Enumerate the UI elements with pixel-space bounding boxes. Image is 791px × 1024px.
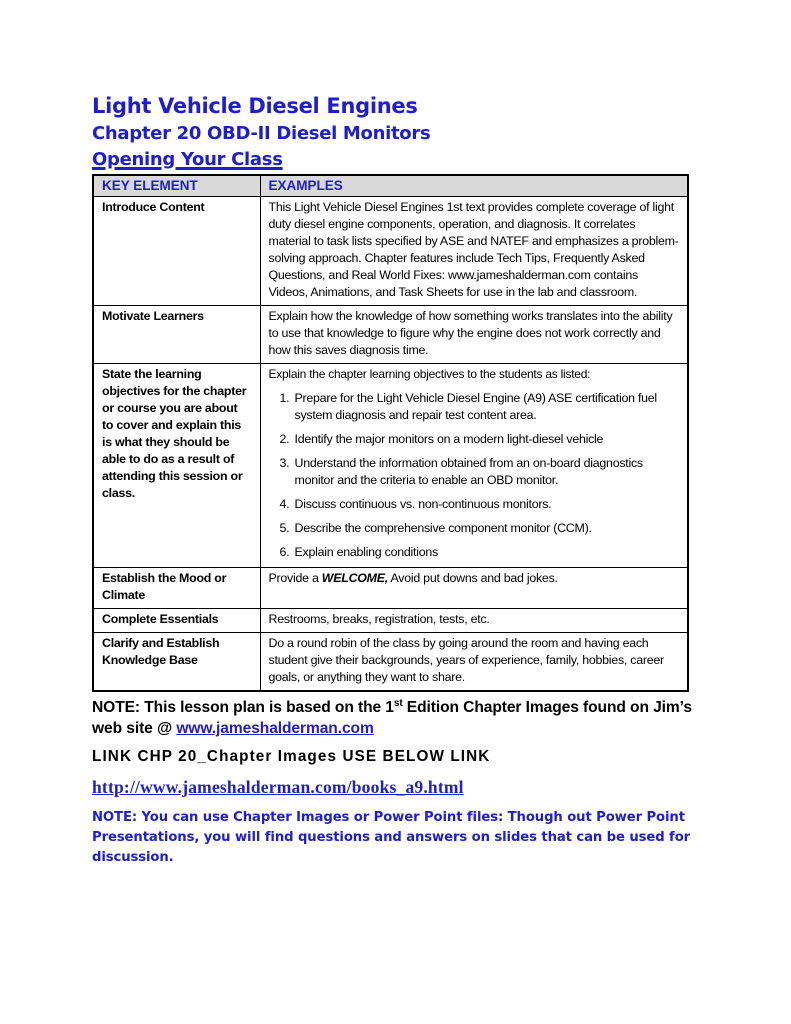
note-primary-text-1: NOTE: This lesson plan is based on the 1 — [92, 699, 394, 716]
objective-item: 6. Explain enabling conditions — [293, 544, 680, 561]
objective-item: 5. Describe the comprehensive component monitor (CCM). — [293, 520, 680, 537]
link-instruction: LINK CHP 20_Chapter Images USE BELOW LINK — [92, 748, 491, 765]
objective-item: 1. Prepare for the Light Vehicle Diesel Engine (A9) ASE certification fuel system diagnosis and repair test content area. — [293, 390, 680, 424]
objective-item: 4. Discuss continuous vs. non-continuous monitors. — [293, 496, 680, 513]
note-primary — [92, 697, 692, 739]
key-cell-learning-objectives: State the learning objectives for the chapter or course you are about to cover and explain this is what they should be able to do as a result of attending this session or class. — [93, 364, 260, 568]
column-header-key-element: KEY ELEMENT — [93, 175, 260, 197]
mood-text-suffix: Avoid put downs and bad jokes. — [387, 571, 558, 585]
note-primary-text-2: Edition Chapter Images found on Jim’s web site @ — [92, 699, 692, 737]
mood-text-welcome: WELCOME, — [321, 571, 388, 585]
page-title: Light Vehicle Diesel Engines — [92, 94, 418, 118]
objectives-intro: Explain the chapter learning objectives to the students as listed: — [268, 367, 591, 381]
note-secondary: NOTE: You can use Chapter Images or Power Point files: Though out Power Point Presentations, you will find questions and answers on slides that can be used for discussion. — [92, 810, 691, 865]
chapter-subtitle: Chapter 20 OBD-II Diesel Monitors — [92, 123, 431, 144]
column-header-examples: EXAMPLES — [260, 175, 688, 197]
section-heading: Opening Your Class — [92, 149, 283, 170]
key-cell-establish-mood: Establish the Mood or Climate — [93, 568, 260, 609]
key-cell-introduce-content: Introduce Content — [93, 197, 260, 306]
table-row — [93, 568, 688, 609]
table-row — [93, 609, 688, 633]
lesson-plan-table — [92, 174, 689, 692]
objectives-list — [269, 390, 680, 561]
key-cell-motivate-learners: Motivate Learners — [93, 306, 260, 364]
example-cell-learning-objectives — [260, 364, 688, 568]
table-header-row — [93, 175, 688, 197]
table-row — [93, 633, 688, 692]
table-row — [93, 306, 688, 364]
halderman-site-link[interactable]: www.jameshalderman.com — [176, 720, 374, 737]
example-cell-introduce-content: This Light Vehicle Diesel Engines 1st text provides complete coverage of light duty diesel engine components, operation, and diagnosis. It correlates material to task lists specified by ASE and NATEF and emphasizes a problem-solving approach. Chapter features include Tech Tips, Frequently Asked Questions, and Real World Fixes: www.jameshalderman.com contains Videos, Animations, and Task Sheets for use in the lab and classroom. — [260, 197, 688, 306]
table-row — [93, 364, 688, 568]
objective-item: 3. Understand the information obtained from an on-board diagnostics monitor and the criteria to enable an OBD monitor. — [293, 455, 680, 489]
example-cell-complete-essentials: Restrooms, breaks, registration, tests, etc. — [260, 609, 688, 633]
key-cell-clarify-knowledge: Clarify and Establish Knowledge Base — [93, 633, 260, 692]
objective-item: 2. Identify the major monitors on a modern light-diesel vehicle — [293, 431, 680, 448]
chapter-images-link[interactable]: http://www.jameshalderman.com/books_a9.html — [92, 777, 464, 797]
example-cell-establish-mood — [260, 568, 688, 609]
key-cell-complete-essentials: Complete Essentials — [93, 609, 260, 633]
example-cell-clarify-knowledge: Do a round robin of the class by going around the room and having each student give their backgrounds, years of experience, family, hobbies, career goals, or anything they want to share. — [260, 633, 688, 692]
mood-text-prefix: Provide a — [268, 571, 322, 585]
table-row — [93, 197, 688, 306]
example-cell-motivate-learners: Explain how the knowledge of how something works translates into the ability to use that knowledge to figure why the engine does not work correctly and how this saves diagnosis time. — [260, 306, 688, 364]
note-primary-superscript: st — [393, 697, 403, 709]
